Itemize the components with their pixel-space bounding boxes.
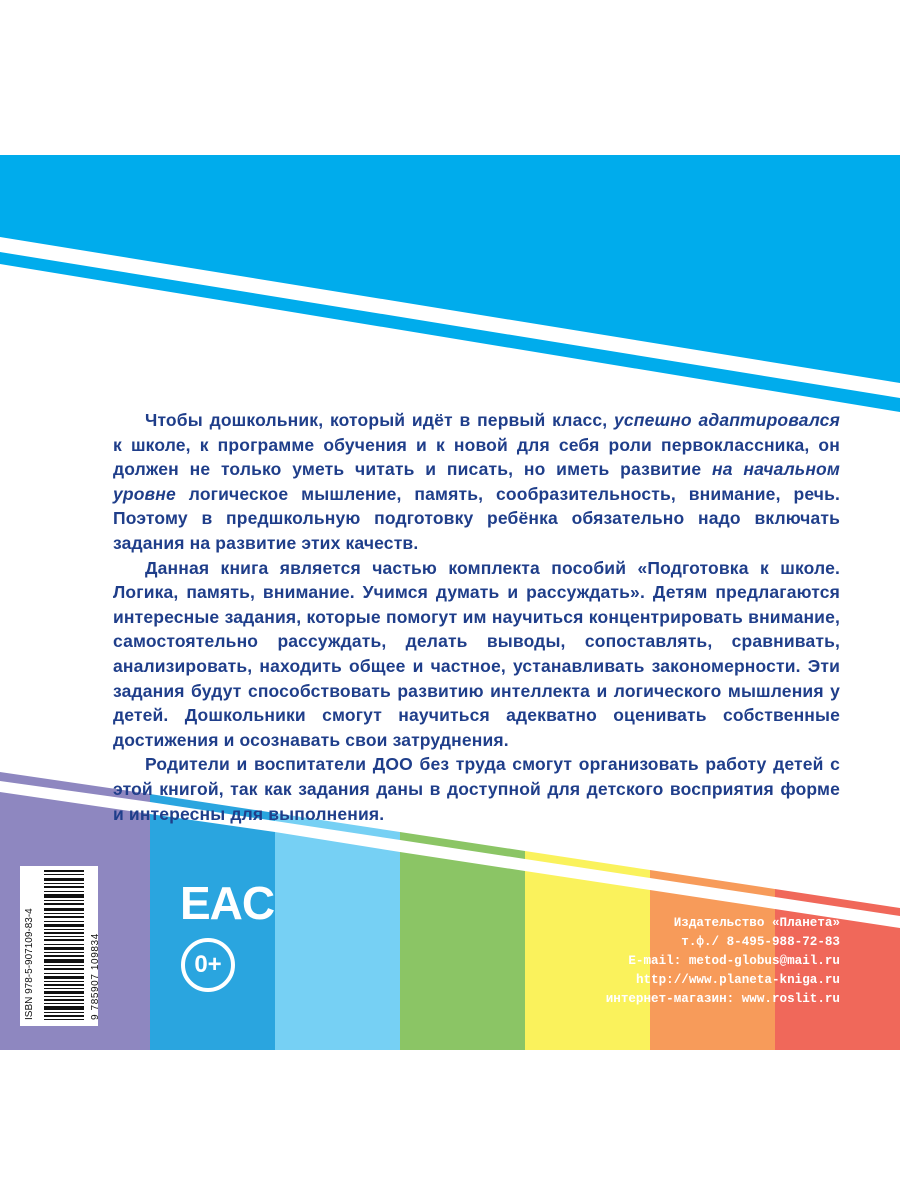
isbn-number: ISBN 978-5-907109-83-4 <box>24 908 35 1020</box>
publisher-name: Издательство «Планета» <box>673 916 840 930</box>
barcode-icon <box>44 870 84 1020</box>
annotation-text <box>113 408 840 826</box>
publisher-info <box>606 914 840 1009</box>
publisher-phone: т.ф./ 8-495-988-72-83 <box>681 935 840 949</box>
publisher-shop: интернет-магазин: www.roslit.ru <box>605 992 840 1006</box>
paragraph-1: Чтобы дошкольник, который идёт в первый класс, успешно адаптировался к школе, к программе обучения и к новой для себя роли первоклассника, он должен не только уметь читать и писать, но иметь развитие на начальном уровне логическое мышление, память, сообразительность, внимание, речь. Поэтому в предшкольную подготовку ребёнка обязательно надо включать задания на развитие этих качеств. <box>113 410 840 553</box>
barcode-digits: 9 785907 109834 <box>90 933 101 1020</box>
blue-column <box>150 814 275 1050</box>
emphasis-adapted: успешно адаптировался <box>613 410 840 430</box>
eac-mark-icon: EAC <box>180 877 275 929</box>
light-blue-column <box>275 832 400 1050</box>
paragraph-3: Родители и воспитатели ДОО без труда смогут организовать работу детей с этой книгой, так как задания даны в доступной для детского восприятия форме и интересны для выполнения. <box>113 754 840 824</box>
paragraph-2: Данная книга является частью комплекта пособий «Подготовка к школе. Логика, память, внимание. Учимся думать и рассуждать». Детям предлагаются интересные задания, которые помогут им научиться концентрировать внимание, самостоятельно рассуждать, делать выводы, сопоставлять, сравнивать, анализировать, находить общее и частное, устанавливать закономерности. Эти задания будут способствовать развитию интеллекта и логического мышления у детей. Дошкольники смогут научиться адекватно оценивать собственные достижения и осознавать свои затруднения. <box>113 557 840 750</box>
age-rating-badge: 0+ <box>181 938 235 992</box>
publisher-email: E-mail: metod-globus@mail.ru <box>628 954 840 968</box>
green-column <box>400 852 525 1050</box>
publisher-website: http://www.planeta-kniga.ru <box>635 973 840 987</box>
emphasis-initial-level: на начальном уровне <box>113 459 840 504</box>
top-blue-band <box>0 155 900 383</box>
